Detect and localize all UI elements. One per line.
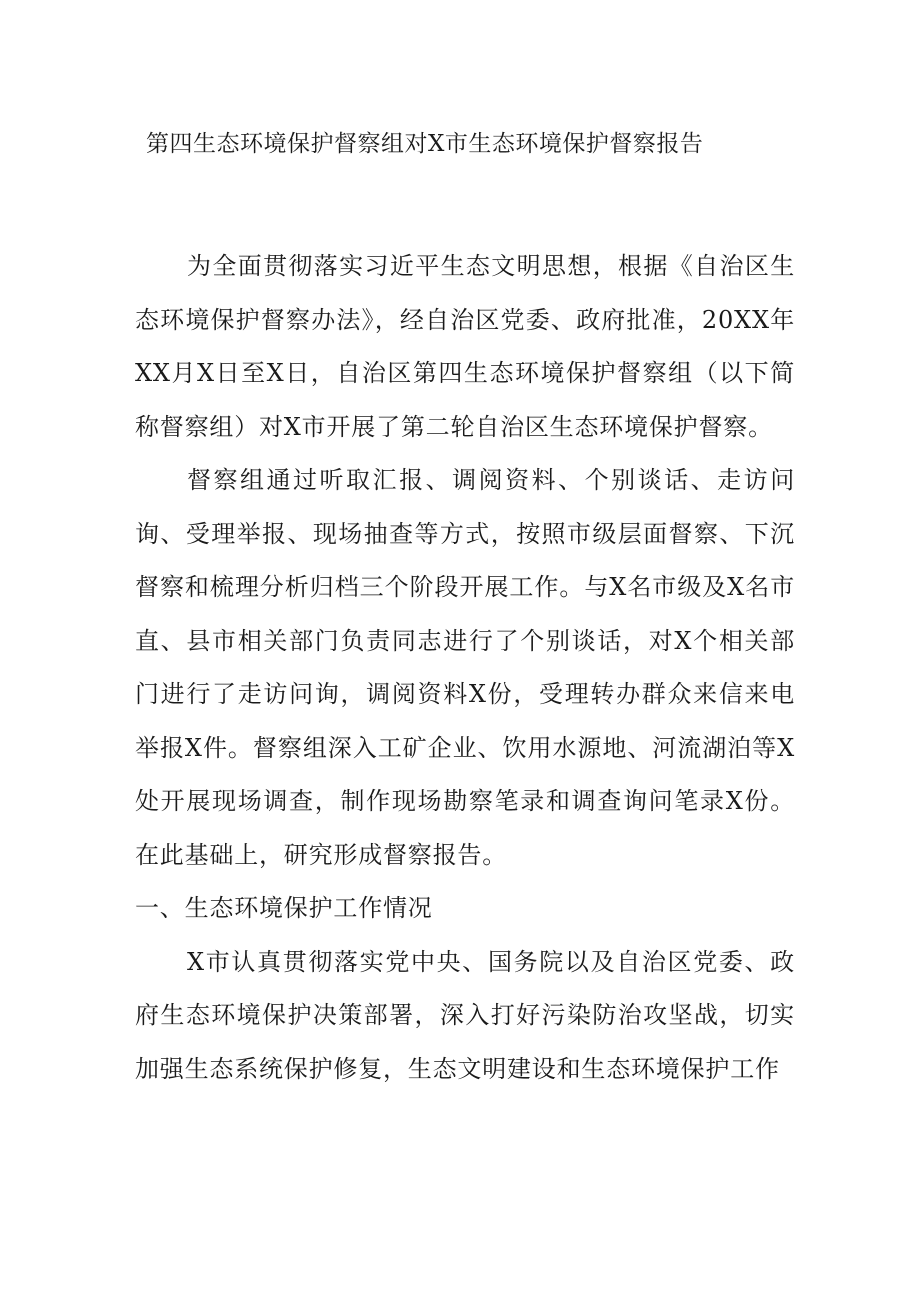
- section-heading: 一、生态环境保护工作情况: [135, 894, 433, 922]
- document-body: [135, 240, 795, 1096]
- paragraph-section-one: X市认真贯彻落实党中央、国务院以及自治区党委、政府生态环境保护决策部署，深入打好污染防治攻坚战，切实加强生态系统保护修复，生态文明建设和生态环境保护工作: [135, 947, 795, 1083]
- paragraph-methods: 督察组通过听取汇报、调阅资料、个别谈话、走访问询、受理举报、现场抽查等方式，按照市级层面督察、下沉督察和梳理分析归档三个阶段开展工作。与X名市级及X名市直、县市相关部门负责同志进行了个别谈话，对X个相关部门进行了走访问询，调阅资料X份，受理转办群众来信来电举报X件。督察组深入工矿企业、饮用水源地、河流湖泊等X处开展现场调查，制作现场勘察笔录和调查询问笔录X份。在此基础上，研究形成督察报告。: [135, 466, 795, 869]
- paragraph-intro: 为全面贯彻落实习近平生态文明思想，根据《自治区生态环境保护督察办法》，经自治区党委、政府批准，20XX年XX月X日至X日，自治区第四生态环境保护督察组（以下简称督察组）对X市开展了第二轮自治区生态环境保护督察。: [135, 252, 795, 441]
- document-title: 第四生态环境保护督察组对X市生态环境保护督察报告: [146, 131, 704, 157]
